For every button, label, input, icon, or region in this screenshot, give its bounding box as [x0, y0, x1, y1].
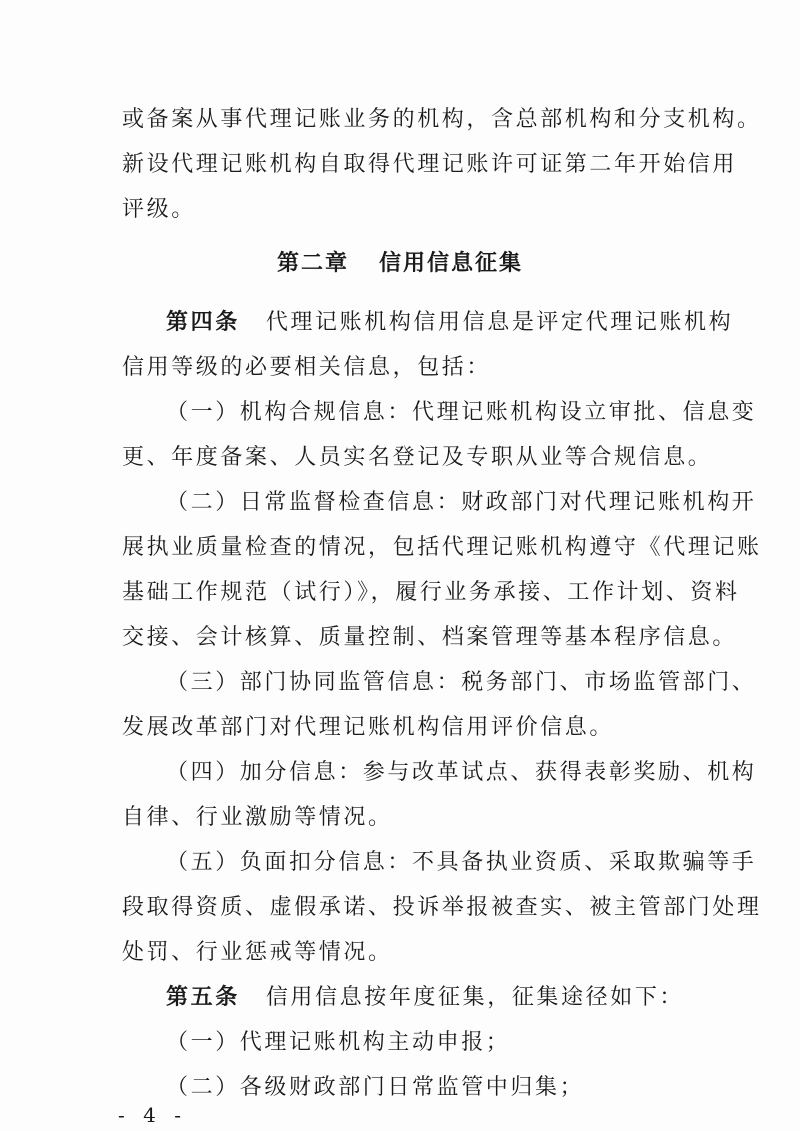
- article-4-item-1: （一）机构合规信息：代理记账机构设立审批、信息变: [166, 400, 757, 425]
- article-4-line: 发展改革部门对代理记账机构信用评价信息。: [122, 715, 615, 740]
- article-4-first-line: [166, 308, 733, 338]
- article-4-text: 代理记账机构信用信息是评定代理记账机构: [265, 310, 734, 335]
- article-4-line: 展执业质量检查的情况，包括代理记账机构遵守《代理记账: [122, 535, 762, 560]
- article-5-first-line: [166, 983, 684, 1013]
- article-4-line: 处罚、行业惩戒等情况。: [122, 940, 393, 965]
- article-4-item-2: （二）日常监督检查信息：财政部门对代理记账机构开: [166, 490, 757, 515]
- article-4-item-5: （五）负面扣分信息：不具备执业资质、采取欺骗等手: [166, 850, 757, 875]
- article-4-item-3: （三）部门协同监管信息：税务部门、市场监管部门、: [166, 670, 757, 695]
- article-4-line: 段取得资质、虚假承诺、投诉举报被查实、被主管部门处理: [122, 895, 762, 920]
- page-number: - 4 -: [118, 1103, 187, 1127]
- body-line-3: 评级。: [122, 197, 196, 222]
- body-line-1: 或备案从事代理记账业务的机构，含总部机构和分支机构。: [122, 107, 762, 132]
- chapter-number: 第二章: [276, 251, 349, 276]
- article-4-line: 信用等级的必要相关信息，包括：: [122, 355, 492, 380]
- article-4-line: 基础工作规范（试行）》，履行业务承接、工作计划、资料: [122, 580, 740, 605]
- article-5-item-1: （一）代理记账机构主动申报；: [166, 1030, 511, 1055]
- chapter-title: 信用信息征集: [379, 251, 524, 276]
- article-4-line: 交接、会计核算、质量控制、档案管理等基本程序信息。: [122, 625, 738, 650]
- article-4-line: 自律、行业激励等情况。: [122, 805, 393, 830]
- article-5-label: 第五条: [166, 985, 240, 1010]
- chapter-heading: [0, 249, 800, 279]
- article-4-label: 第四条: [166, 310, 240, 335]
- article-4-line: 更、年度备案、人员实名登记及专职从业等合规信息。: [122, 445, 713, 470]
- article-5-item-2: （二）各级财政部门日常监管中归集；: [166, 1075, 585, 1100]
- article-5-text: 信用信息按年度征集，征集途径如下：: [265, 985, 685, 1010]
- article-4-item-4: （四）加分信息：参与改革试点、获得表彰奖励、机构: [166, 760, 757, 785]
- body-line-2: 新设代理记账机构自取得代理记账许可证第二年开始信用: [122, 152, 738, 177]
